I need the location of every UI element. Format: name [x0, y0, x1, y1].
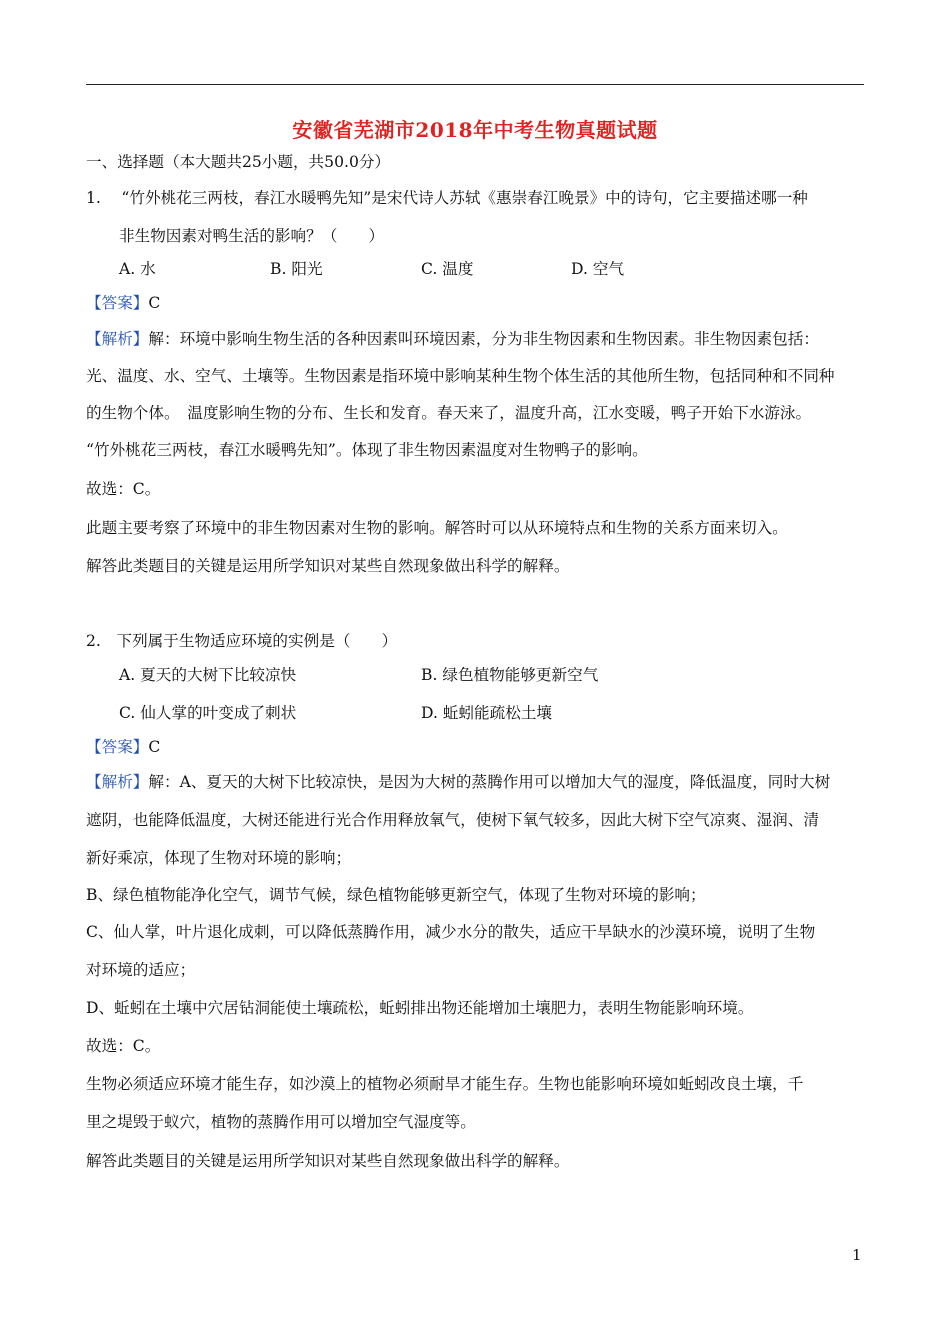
q2-analysis-line: 生物必须适应环境才能生存，如沙漠上的植物必须耐旱才能生存。生物也能影响环境如蚯蚓改良土壤，千 — [86, 1075, 804, 1093]
answer-tag: 【答案】 — [86, 738, 149, 756]
q2-analysis-line: 遮阴，也能降低温度，大树还能进行光合作用释放氧气，使树下氧气较多，因此大树下空气凉爽、湿润、清 — [86, 811, 819, 829]
q2-analysis-line: 对环境的适应； — [86, 961, 196, 979]
page-number: 1 — [852, 1246, 862, 1264]
analysis-tag: 【解析】 — [86, 773, 149, 791]
q2-answer — [86, 737, 160, 757]
analysis-tag: 【解析】 — [86, 330, 149, 348]
q2-analysis-line: B、绿色植物能净化空气，调节气候，绿色植物能够更新空气，体现了生物对环境的影响； — [86, 886, 706, 904]
q2-option-b: B. 绿色植物能够更新空气 — [421, 666, 599, 684]
q2-analysis-line: 里之堤毁于蚁穴，植物的蒸腾作用可以增加空气湿度等。 — [86, 1113, 476, 1131]
q2-analysis-line: D、蚯蚓在土壤中穴居钻洞能使土壤疏松，蚯蚓排出物还能增加土壤肥力，表明生物能影响环境。 — [86, 999, 754, 1017]
page-title: 安徽省芜湖市2018年中考生物真题试题 — [292, 118, 658, 142]
q2-analysis-line: C、仙人掌，叶片退化成刺，可以降低蒸腾作用，减少水分的散失，适应干旱缺水的沙漠环境，说明了生物 — [86, 923, 816, 941]
q2-analysis-text: 解：A、夏天的大树下比较凉快，是因为大树的蒸腾作用可以增加大气的湿度，降低温度，同时大树 — [148, 773, 831, 791]
q1-analysis-line: 故选：C。 — [86, 480, 161, 498]
q1-option-d: D. 空气 — [571, 260, 625, 278]
q1-answer — [86, 293, 160, 313]
q1-option-a: A. 水 — [119, 260, 156, 278]
q1-analysis-line: 的生物个体。 温度影响生物的分布、生长和发育。春天来了，温度升高，江水变暖，鸭子开始下水游泳。 — [86, 404, 812, 422]
q2-analysis-line — [86, 772, 830, 792]
q1-analysis-line — [86, 329, 819, 349]
header-rule — [86, 84, 864, 85]
q1-analysis-line: “竹外桃花三两枝，春江水暖鸭先知”。体现了非生物因素温度对生物鸭子的影响。 — [86, 441, 648, 459]
q1-option-c: C. 温度 — [421, 260, 474, 278]
q1-answer-value: C — [148, 294, 161, 312]
q1-analysis-line: 光、温度、水、空气、土壤等。生物因素是指环境中影响某种生物个体生活的其他所生物，包括同种和不同种 — [86, 367, 835, 385]
q1-analysis-text: 解：环境中影响生物生活的各种因素叫环境因素，分为非生物因素和生物因素。非生物因素包括： — [148, 330, 819, 348]
section-heading: 一、选择题（本大题共25小题，共50.0分） — [86, 153, 391, 171]
q1-option-b: B. 阳光 — [270, 260, 323, 278]
q2-option-a: A. 夏天的大树下比较凉快 — [119, 666, 297, 684]
q1-stem-line2: 非生物因素对鸭生活的影响？（ ） — [119, 227, 385, 245]
q2-answer-value: C — [148, 738, 161, 756]
answer-tag: 【答案】 — [86, 294, 149, 312]
q2-analysis-line: 故选：C。 — [86, 1037, 161, 1055]
q1-analysis-line: 解答此类题目的关键是运用所学知识对某些自然现象做出科学的解释。 — [86, 557, 570, 575]
q1-stem-line1: 1. “竹外桃花三两枝，春江水暖鸭先知”是宋代诗人苏轼《惠崇春江晚景》中的诗句，它主要描述哪一种 — [86, 189, 808, 207]
q2-analysis-line: 新好乘凉，体现了生物对环境的影响； — [86, 849, 352, 867]
q2-analysis-line: 解答此类题目的关键是运用所学知识对某些自然现象做出科学的解释。 — [86, 1152, 570, 1170]
q1-analysis-line: 此题主要考察了环境中的非生物因素对生物的影响。解答时可以从环境特点和生物的关系方面来切入。 — [86, 519, 788, 537]
q2-stem: 2. 下列属于生物适应环境的实例是（ ） — [86, 632, 398, 650]
q2-option-d: D. 蚯蚓能疏松土壤 — [421, 704, 553, 722]
q2-option-c: C. 仙人掌的叶变成了刺状 — [119, 704, 297, 722]
